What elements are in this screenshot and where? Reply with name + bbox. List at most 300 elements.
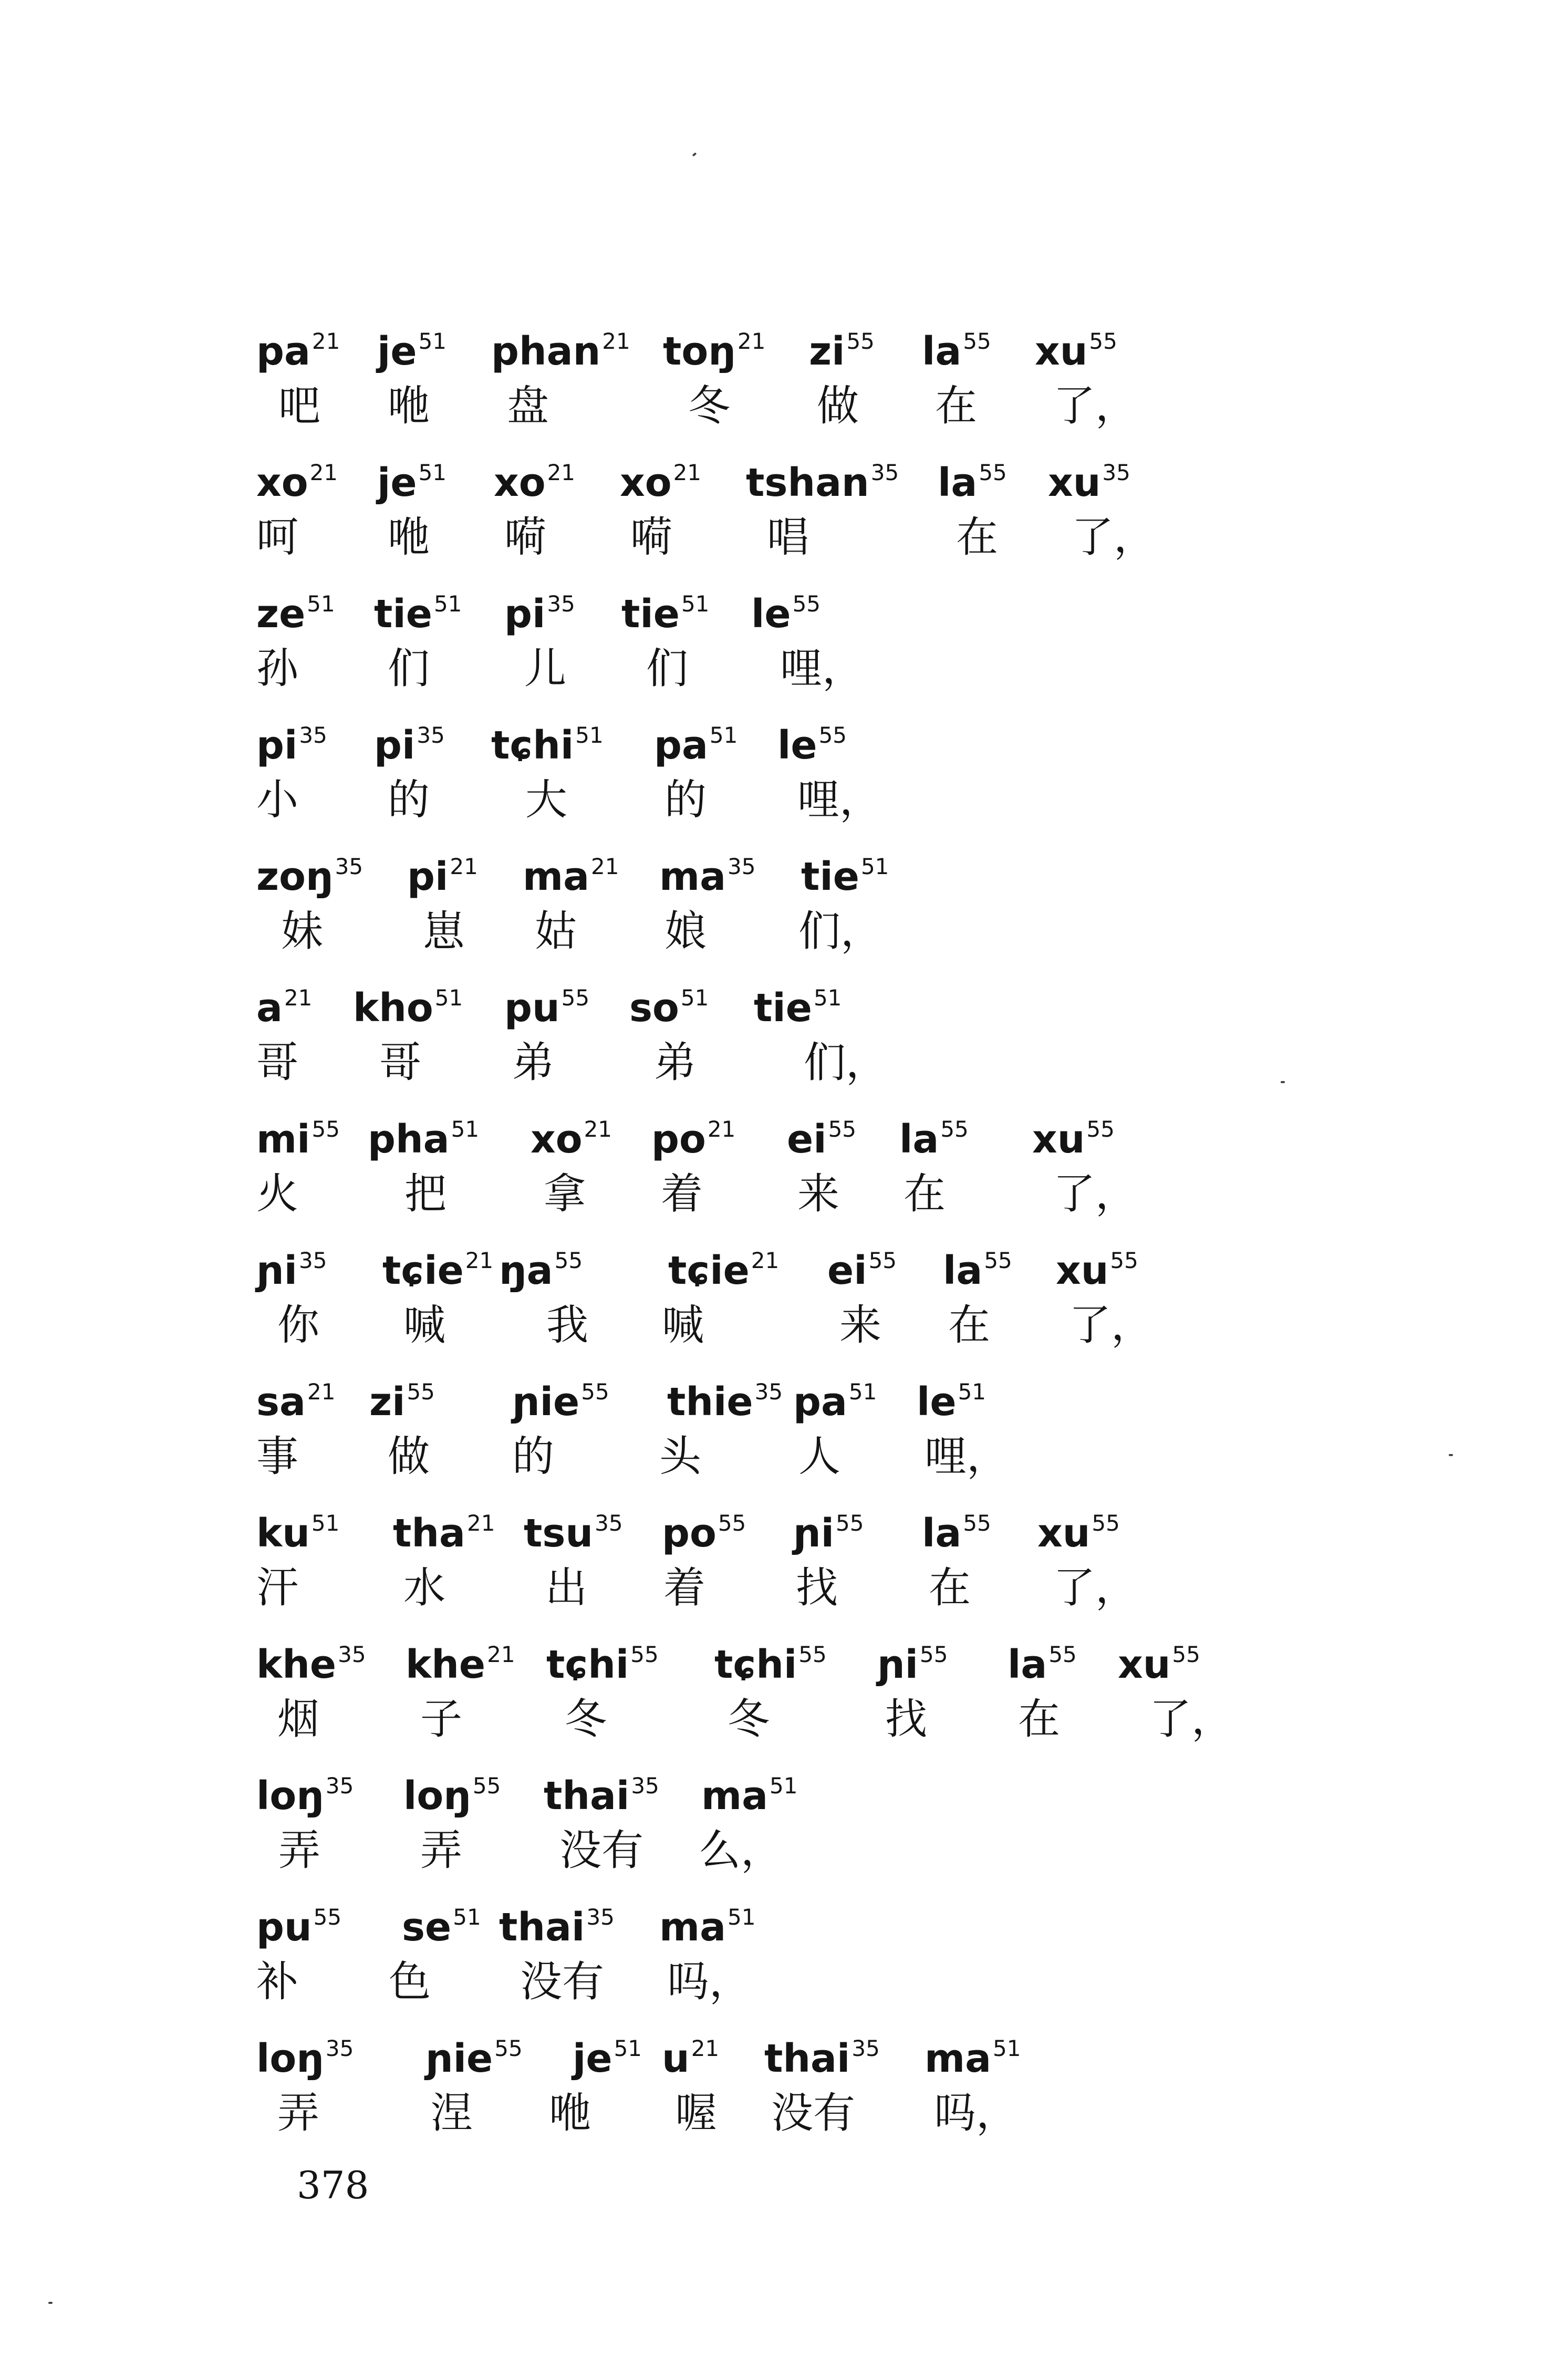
chinese-gloss-line [0,771,1568,834]
syllable-text: se [402,1905,452,1950]
syllable-text: thai [499,1905,585,1950]
chinese-gloss-word: 弄 [277,2089,319,2137]
phonetic-syllable [1056,1234,1138,1297]
syllable-text: loŋ [403,1773,471,1819]
tone-number: 51 [433,591,462,617]
tone-number: 55 [311,1116,340,1142]
phonetic-syllable [256,1366,335,1428]
tone-number: 55 [868,1248,897,1273]
phonetic-syllable [368,1103,479,1166]
chinese-gloss-word: 冬 [565,1695,607,1743]
phonetic-syllable [714,1628,827,1691]
phonetic-syllable [922,315,991,378]
syllable-text: ma [523,854,590,899]
chinese-gloss-line [0,902,1568,965]
chinese-gloss-word: 在 [948,1301,990,1349]
paper-speck [1449,1454,1453,1456]
phonetic-syllable [256,2022,354,2085]
tone-number: 55 [407,1379,435,1405]
phonetic-syllable [256,1103,340,1166]
tone-number: 35 [325,2035,354,2061]
phonetic-syllable [659,1891,756,1954]
phonetic-syllable [651,1103,735,1166]
syllable-text: ma [659,1905,726,1950]
syllable-text: le [917,1379,957,1425]
tone-number: 55 [561,985,590,1011]
syllable-text: thie [667,1379,753,1425]
chinese-gloss-word: 涅 [431,2089,473,2137]
syllable-text: xo [494,460,546,505]
chinese-gloss-line [0,1822,1568,1885]
phonetic-syllable [256,1497,339,1560]
tone-number: 21 [450,854,478,879]
phonetic-syllable [407,840,478,903]
chinese-gloss-line [0,1428,1568,1491]
syllable-text: la [938,460,978,505]
syllable-text: pi [256,723,298,768]
chinese-gloss-word: 烟 [277,1695,319,1743]
phonetic-line [0,1103,1568,1166]
syllable-text: le [777,723,817,768]
phonetic-syllable [256,315,340,378]
chinese-gloss-word: 姑 [535,907,577,955]
phonetic-syllable [1037,1497,1120,1560]
tone-number: 21 [751,1248,780,1273]
phonetic-syllable [629,972,709,1034]
phonetic-syllable [544,1760,659,1822]
syllable-text: loŋ [256,1773,324,1819]
chinese-gloss-word: 我 [546,1301,588,1349]
chinese-gloss-word: 们， [804,1038,888,1087]
syllable-text: xu [1118,1642,1171,1687]
chinese-gloss-word: 咃 [549,2089,591,2137]
phonetic-syllable [1048,446,1130,509]
phonetic-syllable [1035,315,1117,378]
chinese-gloss-word: 火 [256,1169,298,1218]
tone-number: 55 [581,1379,609,1405]
phonetic-line [0,446,1568,510]
tone-number: 21 [547,460,576,485]
syllable-text: pi [407,854,449,899]
syllable-text: loŋ [256,2036,324,2081]
tone-number: 51 [848,1379,877,1405]
syllable-text: tɕhi [714,1642,797,1687]
chinese-gloss-word: 儿 [524,644,566,693]
phonetic-syllable [662,2022,719,2085]
tone-number: 21 [737,328,766,354]
tone-number: 55 [718,1510,746,1536]
syllable-text: so [629,985,679,1031]
chinese-gloss-word: 弟 [654,1038,696,1087]
chinese-gloss-word: 娘 [664,907,707,955]
chinese-gloss-word: 哩， [780,644,864,693]
chinese-gloss-word: 哩， [925,1432,1009,1481]
tone-number: 35 [586,1904,615,1930]
chinese-gloss-word: 大 [525,775,567,824]
chinese-gloss-word: 水 [403,1563,445,1612]
tone-number: 55 [494,2035,523,2061]
chinese-gloss-word: 么， [699,1826,783,1875]
chinese-gloss-word: 唱 [767,513,809,562]
chinese-gloss-word: 找 [796,1563,838,1612]
syllable-text: je [377,460,417,505]
phonetic-syllable [374,709,445,772]
tone-number: 21 [487,1642,515,1667]
chinese-gloss-word: 弄 [420,1826,462,1875]
chinese-gloss-word: 做 [817,381,859,430]
chinese-gloss-line [0,377,1568,440]
chinese-gloss-word: 喊 [662,1301,704,1349]
syllable-text: po [662,1511,716,1556]
syllable-text: xu [1037,1511,1091,1556]
syllable-text: xo [620,460,672,505]
chinese-gloss-word: 在 [935,381,977,430]
syllable-text: xu [1032,1117,1085,1162]
phonetic-line [0,1234,1568,1297]
chinese-gloss-word: 吧 [278,381,320,430]
tone-number: 55 [1092,1510,1120,1536]
syllable-text: ɲi [256,1248,298,1293]
syllable-text: la [899,1117,939,1162]
chinese-gloss-word: 着 [661,1169,703,1218]
chinese-gloss-word: 在 [904,1169,946,1218]
paper-speck [48,2302,53,2304]
tone-number: 51 [860,854,889,879]
tone-number: 21 [591,854,619,879]
phonetic-syllable [573,2022,642,2085]
chinese-gloss-word: 没有 [520,1957,604,2006]
phonetic-line [0,972,1568,1035]
tone-number: 35 [728,854,756,879]
chinese-gloss-word: 在 [956,513,998,562]
phonetic-syllable [256,972,312,1034]
phonetic-syllable [256,578,335,640]
phonetic-syllable [523,840,619,903]
syllable-text: thai [544,1773,630,1819]
phonetic-syllable [512,1366,609,1428]
syllable-text: tɕie [382,1248,464,1293]
tone-number: 55 [792,591,821,617]
phonetic-syllable [369,1366,435,1428]
syllable-text: ei [787,1117,827,1162]
syllable-text: zoŋ [256,854,334,899]
syllable-text: kho [353,985,433,1031]
phonetic-syllable [777,709,847,772]
phonetic-syllable [809,315,875,378]
syllable-text: tha [393,1511,465,1556]
chinese-gloss-word: 找 [885,1695,927,1743]
chinese-gloss-line [0,508,1568,572]
phonetic-syllable [256,1891,341,1954]
tone-number: 21 [707,1116,736,1142]
syllable-text: ze [256,591,306,637]
phonetic-line [0,1366,1568,1429]
tone-number: 55 [818,722,847,748]
phonetic-syllable [256,446,338,509]
phonetic-syllable [504,578,575,640]
chinese-gloss-word: 崽 [423,907,465,955]
tone-number: 55 [984,1248,1012,1273]
syllable-text: ma [659,854,726,899]
syllable-text: thai [764,2036,850,2081]
tone-number: 55 [554,1248,583,1273]
phonetic-syllable [1032,1103,1115,1166]
syllable-text: la [922,1511,962,1556]
syllable-text: toŋ [663,329,736,374]
syllable-text: sa [256,1379,306,1425]
phonetic-syllable [256,709,327,772]
chinese-gloss-word: 来 [797,1169,839,1218]
chinese-gloss-word: 盘 [507,381,549,430]
syllable-text: u [662,2036,690,2081]
phonetic-syllable [393,1497,495,1560]
chinese-gloss-word: 咃 [388,513,430,562]
chinese-gloss-word: 吗， [667,1957,751,2006]
tone-number: 51 [418,328,447,354]
chinese-gloss-word: 嗬 [504,513,546,562]
syllable-text: tɕie [668,1248,750,1293]
tone-number: 21 [309,460,338,485]
tone-number: 35 [299,722,327,748]
chinese-gloss-word: 没有 [771,2089,855,2137]
phonetic-syllable [793,1366,877,1428]
syllable-text: xu [1048,460,1101,505]
page-number: 378 [297,2163,369,2207]
chinese-gloss-word: 弟 [512,1038,554,1087]
chinese-gloss-word: 了， [1053,1563,1137,1612]
tone-number: 21 [467,1510,495,1536]
tone-number: 51 [770,1773,798,1799]
chinese-gloss-word: 来 [839,1301,881,1349]
phonetic-syllable [531,1103,612,1166]
phonetic-syllable [377,315,446,378]
phonetic-syllable [406,1628,515,1691]
syllable-text: tie [754,985,812,1031]
phonetic-syllable [374,578,462,640]
chinese-gloss-word: 了， [1072,513,1156,562]
syllable-text: pa [793,1379,847,1425]
syllable-text: ɲie [425,2036,493,2081]
chinese-gloss-word: 把 [404,1169,446,1218]
tone-number: 21 [307,1379,336,1405]
syllable-text: ma [925,2036,992,2081]
phonetic-syllable [499,1234,583,1297]
syllable-text: je [573,2036,612,2081]
tone-number: 35 [417,722,445,748]
tone-number: 21 [691,2035,720,2061]
chinese-gloss-word: 冬 [728,1695,770,1743]
chinese-gloss-word: 汗 [256,1563,298,1612]
tone-number: 21 [465,1248,494,1273]
chinese-gloss-line [0,1690,1568,1753]
phonetic-line [0,709,1568,772]
syllable-text: tɕhi [546,1642,629,1687]
phonetic-syllable [353,972,463,1034]
phonetic-syllable [402,1891,481,1954]
syllable-text: ɲi [877,1642,919,1687]
tone-number: 51 [453,1904,481,1930]
phonetic-syllable [751,578,821,640]
phonetic-syllable [943,1234,1012,1297]
chinese-gloss-word: 在 [929,1563,971,1612]
syllable-text: pa [654,723,708,768]
tone-number: 51 [958,1379,987,1405]
paper-speck [692,152,697,157]
tone-number: 55 [798,1642,827,1667]
syllable-text: tie [374,591,432,637]
phonetic-syllable [377,446,446,509]
syllable-text: pha [368,1117,450,1162]
tone-number: 55 [1048,1642,1077,1667]
chinese-gloss-word: 没有 [559,1826,643,1875]
phonetic-syllable [877,1628,948,1691]
chinese-gloss-word: 了， [1069,1301,1153,1349]
syllable-text: ei [827,1248,867,1293]
phonetic-syllable [925,2022,1021,2085]
tone-number: 55 [1086,1116,1115,1142]
tone-number: 51 [680,985,709,1011]
tone-number: 35 [547,591,575,617]
syllable-text: po [651,1117,706,1162]
chinese-gloss-word: 的 [512,1432,554,1481]
tone-number: 55 [963,1510,991,1536]
syllable-text: pu [504,985,560,1031]
phonetic-syllable [801,840,889,903]
syllable-text: xo [531,1117,583,1162]
chinese-gloss-word: 冬 [688,381,730,430]
phonetic-syllable [382,1234,493,1297]
phonetic-syllable [899,1103,969,1166]
phonetic-line [0,315,1568,378]
chinese-gloss-word: 嗬 [630,513,672,562]
tone-number: 55 [828,1116,857,1142]
syllable-text: tshan [746,460,869,505]
syllable-text: pi [374,723,416,768]
tone-number: 55 [836,1510,864,1536]
phonetic-syllable [662,1497,746,1560]
chinese-gloss-word: 吗， [934,2089,1018,2137]
tone-number: 51 [681,591,710,617]
chinese-gloss-word: 了， [1149,1695,1233,1743]
chinese-gloss-word: 人 [798,1432,840,1481]
tone-number: 51 [728,1904,756,1930]
phonetic-syllable [667,1366,783,1428]
tone-number: 55 [979,460,1007,485]
syllable-text: khe [406,1642,486,1687]
chinese-gloss-word: 在 [1018,1695,1060,1743]
phonetic-syllable [504,972,589,1034]
tone-number: 35 [631,1773,659,1799]
tone-number: 35 [335,854,364,879]
chinese-gloss-word: 子 [420,1695,462,1743]
chinese-gloss-line [0,1034,1568,1097]
phonetic-syllable [546,1628,659,1691]
syllable-text: xo [256,460,308,505]
phonetic-syllable [754,972,842,1034]
phonetic-syllable [787,1103,856,1166]
tone-number: 21 [673,460,702,485]
tone-number: 51 [451,1116,480,1142]
phonetic-syllable [917,1366,986,1428]
tone-number: 55 [963,328,991,354]
tone-number: 35 [325,1773,354,1799]
tone-number: 21 [602,328,630,354]
chinese-gloss-line [0,1165,1568,1228]
syllable-text: pa [256,329,310,374]
chinese-gloss-word: 咃 [388,381,430,430]
syllable-text: xu [1056,1248,1109,1293]
chinese-gloss-word: 小 [256,775,298,824]
chinese-gloss-word: 拿 [544,1169,586,1218]
phonetic-syllable [938,446,1007,509]
syllable-text: le [751,591,791,637]
chinese-gloss-word: 喔 [675,2089,717,2137]
chinese-gloss-word: 的 [664,775,707,824]
syllable-text: pi [504,591,546,637]
tone-number: 51 [993,2035,1021,2061]
phonetic-syllable [491,315,630,378]
tone-number: 21 [284,985,313,1011]
chinese-gloss-word: 补 [256,1957,298,2006]
syllable-text: tsu [524,1511,594,1556]
paper-speck [1281,1081,1285,1083]
chinese-gloss-word: 哩， [797,775,881,824]
chinese-gloss-word: 妹 [281,907,323,955]
chinese-gloss-word: 色 [389,1957,431,2006]
phonetic-syllable [524,1497,623,1560]
chinese-gloss-word: 你 [277,1301,319,1349]
tone-number: 35 [338,1642,366,1667]
chinese-gloss-word: 出 [545,1563,587,1612]
chinese-gloss-word: 了， [1053,1169,1137,1218]
tone-number: 35 [299,1248,327,1273]
phonetic-line [0,1891,1568,1954]
phonetic-syllable [425,2022,523,2085]
syllable-text: phan [491,329,601,374]
phonetic-syllable [922,1497,991,1560]
phonetic-syllable [793,1497,864,1560]
tone-number: 35 [595,1510,623,1536]
phonetic-syllable [256,1234,327,1297]
tone-number: 51 [434,985,463,1011]
tone-number: 35 [1102,460,1130,485]
chinese-gloss-word: 呵 [256,513,298,562]
chinese-gloss-word: 的 [388,775,430,824]
phonetic-syllable [1008,1628,1077,1691]
tone-number: 21 [584,1116,612,1142]
tone-number: 51 [813,985,842,1011]
phonetic-syllable [256,1760,354,1822]
chinese-gloss-line [0,2084,1568,2147]
tone-number: 51 [575,722,604,748]
phonetic-syllable [764,2022,880,2085]
syllable-text: tie [801,854,859,899]
tone-number: 55 [1089,328,1117,354]
phonetic-line [0,1760,1568,1823]
tone-number: 51 [311,1510,340,1536]
tone-number: 51 [614,2035,642,2061]
tone-number: 51 [709,722,738,748]
chinese-gloss-word: 事 [256,1432,298,1481]
phonetic-line [0,1497,1568,1560]
phonetic-line [0,1628,1568,1691]
tone-number: 21 [311,328,340,354]
tone-number: 55 [313,1904,342,1930]
syllable-text: zi [809,329,845,374]
chinese-gloss-word: 着 [663,1563,705,1612]
phonetic-syllable [403,1760,501,1822]
tone-number: 35 [852,2035,880,2061]
